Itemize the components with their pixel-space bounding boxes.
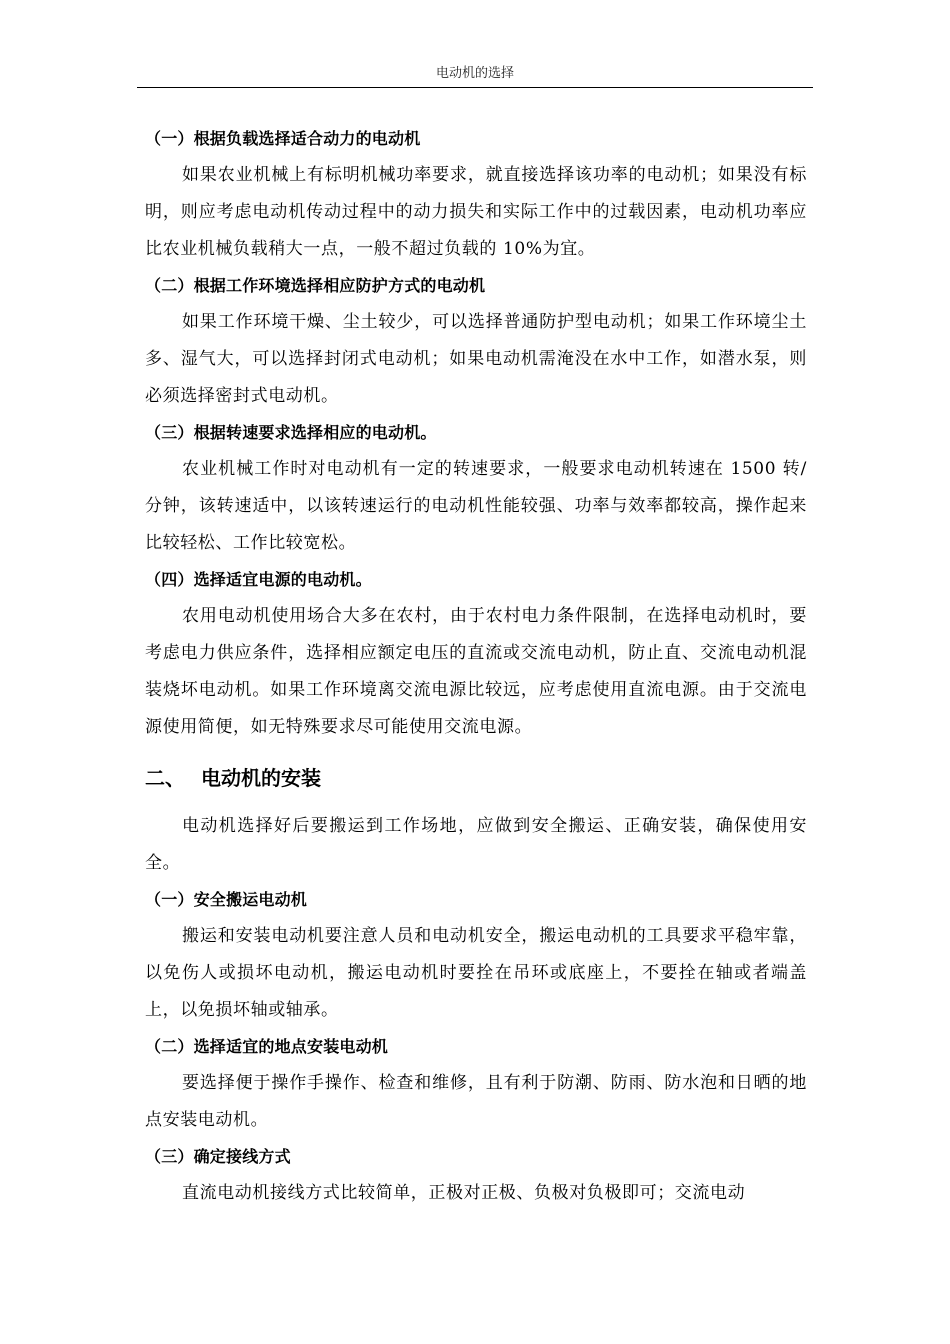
section-paragraph-location: 要选择便于操作手操作、检查和维修，且有利于防潮、防雨、防水泡和日晒的地点安装电动机。 [145,1073,807,1130]
document-body [145,121,807,1212]
section-heading-transport: （一）安全搬运电动机 [145,890,308,909]
header-divider [137,87,813,88]
section-paragraph-transport: 搬运和安装电动机要注意人员和电动机安全，搬运电动机的工具要求平稳牢靠，以免伤人或损坏电动机，搬运电动机时要拴在吊环或底座上，不要拴在轴或者端盖上，以免损坏轴或轴承。 [145,926,807,1020]
section-paragraph-power-source: 农用电动机使用场合大多在农村，由于农村电力条件限制，在选择电动机时，要考虑电力供应条件，选择相应额定电压的直流或交流电动机，防止直、交流电动机混装烧坏电动机。如果工作环境离交流电源比较远，应考虑使用直流电源。由于交流电源使用简便，如无特殊要求尽可能使用交流电源。 [145,606,807,737]
chapter-heading-installation [145,760,807,796]
section-paragraph-speed: 农业机械工作时对电动机有一定的转速要求，一般要求电动机转速在 1500 转/分钟，该转速适中，以该转速运行的电动机性能较强、功率与效率都较高，操作起来比较轻松、工作比较宽松。 [145,459,807,553]
section-paragraph-environment: 如果工作环境干燥、尘土较少，可以选择普通防护型电动机；如果工作环境尘土多、湿气大，可以选择封闭式电动机；如果电动机需淹没在水中工作，如潜水泵，则必须选择密封式电动机。 [145,312,807,406]
section-paragraph-wiring: 直流电动机接线方式比较简单，正极对正极、负极对负极即可；交流电动 [182,1183,746,1203]
section-heading-load: （一）根据负载选择适合动力的电动机 [145,129,421,148]
section-heading-wiring: （三）确定接线方式 [145,1147,291,1166]
section-heading-power-source: （四）选择适宜电源的电动机。 [145,570,372,589]
section-paragraph-load: 如果农业机械上有标明机械功率要求，就直接选择该功率的电动机；如果没有标明，则应考虑电动机传动过程中的动力损失和实际工作中的过载因素，电动机功率应比农业机械负载稍大一点，一般不超过负载的 10%为宜。 [145,165,807,259]
section-heading-location: （二）选择适宜的地点安装电动机 [145,1037,389,1056]
chapter-number: 二、 [145,766,185,790]
section-heading-speed: （三）根据转速要求选择相应的电动机。 [145,423,437,442]
chapter-title: 电动机的安装 [201,766,321,790]
chapter-intro-paragraph: 电动机选择好后要搬运到工作场地，应做到安全搬运、正确安装，确保使用安全。 [145,816,807,873]
section-heading-environment: （二）根据工作环境选择相应防护方式的电动机 [145,276,486,295]
page-header-title: 电动机的选择 [435,66,514,81]
